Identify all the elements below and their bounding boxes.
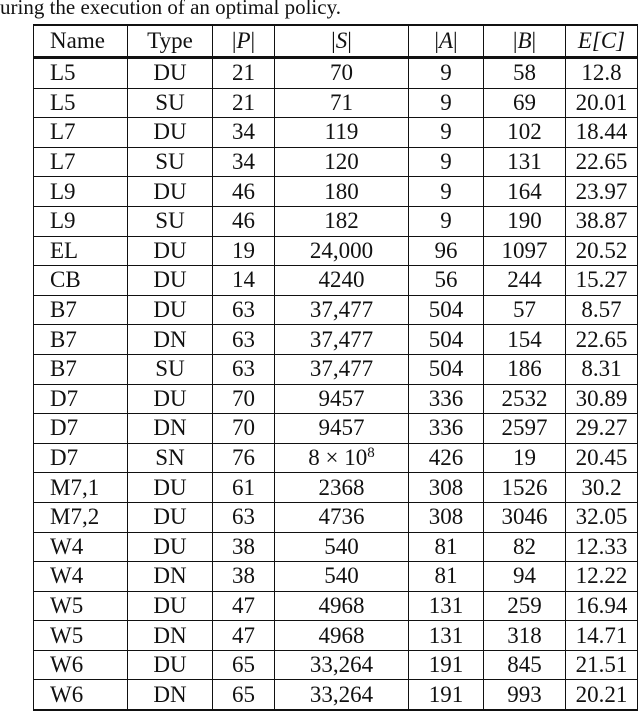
cell-c: 20.21 [566, 680, 638, 710]
cell-type: DU [128, 118, 213, 148]
cell-c: 21.51 [566, 650, 638, 680]
cell-p: 21 [213, 88, 275, 118]
cell-type: DU [128, 295, 213, 325]
cell-type: DU [128, 266, 213, 296]
cell-a: 131 [409, 621, 484, 651]
cell-s: 540 [275, 532, 409, 562]
cell-name: L7 [34, 147, 128, 177]
cell-name: B7 [34, 295, 128, 325]
table-row [34, 147, 638, 177]
cell-c: 12.33 [566, 532, 638, 562]
cell-b: 2597 [484, 414, 566, 444]
cell-s: 4240 [275, 266, 409, 296]
cell-c: 8.31 [566, 354, 638, 384]
header-s-label: S [335, 28, 348, 53]
cell-p: 46 [213, 206, 275, 236]
cell-s-exponent: 8 [367, 445, 375, 462]
cell-b: 190 [484, 206, 566, 236]
cell-name: L9 [34, 206, 128, 236]
cell-s: 180 [275, 177, 409, 207]
cell-c: 29.27 [566, 414, 638, 444]
cell-b: 259 [484, 591, 566, 621]
cell-name: L5 [34, 88, 128, 118]
cell-p: 21 [213, 58, 275, 89]
cell-c: 12.22 [566, 562, 638, 592]
cell-type: SU [128, 88, 213, 118]
cell-a: 96 [409, 236, 484, 266]
cell-p: 61 [213, 473, 275, 503]
cell-a: 504 [409, 354, 484, 384]
cell-b: 1097 [484, 236, 566, 266]
cell-a: 9 [409, 118, 484, 148]
cell-c: 30.2 [566, 473, 638, 503]
cell-p: 47 [213, 621, 275, 651]
cell-a: 9 [409, 177, 484, 207]
cell-b: 186 [484, 354, 566, 384]
cell-name: D7 [34, 443, 128, 473]
table-row [34, 591, 638, 621]
cell-a: 504 [409, 295, 484, 325]
cell-p: 63 [213, 354, 275, 384]
cell-p: 63 [213, 295, 275, 325]
cell-s: 4736 [275, 502, 409, 532]
table-row [34, 58, 638, 89]
cell-s: 4968 [275, 591, 409, 621]
header-row [34, 25, 638, 58]
cell-a: 81 [409, 562, 484, 592]
cell-type: DN [128, 680, 213, 710]
cell-p: 46 [213, 177, 275, 207]
cell-a: 9 [409, 206, 484, 236]
cell-type: DU [128, 502, 213, 532]
table-row [34, 354, 638, 384]
cell-s: 4968 [275, 621, 409, 651]
cell-a: 9 [409, 88, 484, 118]
cell-a: 191 [409, 650, 484, 680]
cell-type: SN [128, 443, 213, 473]
cell-name: M7,1 [34, 473, 128, 503]
cell-p: 34 [213, 118, 275, 148]
cell-s: 2368 [275, 473, 409, 503]
table-row [34, 562, 638, 592]
cell-b: 94 [484, 562, 566, 592]
cell-name: B7 [34, 325, 128, 355]
cell-b: 69 [484, 88, 566, 118]
cell-name: L9 [34, 177, 128, 207]
cell-s: 37,477 [275, 325, 409, 355]
cell-s: 71 [275, 88, 409, 118]
cell-c: 20.45 [566, 443, 638, 473]
cell-c: 20.01 [566, 88, 638, 118]
cell-type: DN [128, 621, 213, 651]
table-caption: uring the execution of an optimal policy. [0, 0, 341, 19]
cell-b: 318 [484, 621, 566, 651]
table-row [34, 384, 638, 414]
cell-type: DU [128, 384, 213, 414]
cell-p: 63 [213, 325, 275, 355]
header-type: Type [128, 25, 213, 58]
cell-a: 336 [409, 384, 484, 414]
cell-s: 9457 [275, 414, 409, 444]
cell-p: 19 [213, 236, 275, 266]
table-row [34, 502, 638, 532]
cell-name: L5 [34, 58, 128, 89]
cell-p: 70 [213, 414, 275, 444]
header-a-label: A [438, 28, 454, 53]
cell-b: 154 [484, 325, 566, 355]
cell-p: 14 [213, 266, 275, 296]
table-row [34, 295, 638, 325]
cell-b: 244 [484, 266, 566, 296]
cell-p: 63 [213, 502, 275, 532]
cell-a: 9 [409, 147, 484, 177]
cell-type: SU [128, 147, 213, 177]
cell-s: 9457 [275, 384, 409, 414]
cell-type: DU [128, 650, 213, 680]
cell-name: CB [34, 266, 128, 296]
cell-name: W5 [34, 621, 128, 651]
cell-name: L7 [34, 118, 128, 148]
cell-type: DU [128, 177, 213, 207]
cell-name: W6 [34, 680, 128, 710]
cell-b: 82 [484, 532, 566, 562]
table-row [34, 88, 638, 118]
cell-name: W6 [34, 650, 128, 680]
cell-s: 24,000 [275, 236, 409, 266]
cell-b: 845 [484, 650, 566, 680]
table-row [34, 680, 638, 710]
cell-c: 12.8 [566, 58, 638, 89]
cell-s: 37,477 [275, 354, 409, 384]
cell-p: 70 [213, 384, 275, 414]
cell-b: 2532 [484, 384, 566, 414]
header-b: |B| [484, 25, 566, 58]
table-row [34, 443, 638, 473]
cell-s: 33,264 [275, 650, 409, 680]
cell-a: 81 [409, 532, 484, 562]
cell-b: 993 [484, 680, 566, 710]
header-p-label: P [236, 28, 251, 53]
table-row [34, 266, 638, 296]
table-body [34, 58, 638, 711]
table-row [34, 206, 638, 236]
table-row [34, 325, 638, 355]
cell-p: 65 [213, 680, 275, 710]
cell-p: 34 [213, 147, 275, 177]
cell-c: 18.44 [566, 118, 638, 148]
cell-name: D7 [34, 384, 128, 414]
header-name: Name [34, 25, 128, 58]
table-row [34, 236, 638, 266]
cell-p: 76 [213, 443, 275, 473]
cell-type: DU [128, 58, 213, 89]
header-c [566, 25, 638, 58]
cell-b: 3046 [484, 502, 566, 532]
header-b-label: B [517, 28, 532, 53]
table-row [34, 650, 638, 680]
table-row [34, 414, 638, 444]
cell-c: 15.27 [566, 266, 638, 296]
cell-b: 131 [484, 147, 566, 177]
table-row [34, 532, 638, 562]
cell-c: 14.71 [566, 621, 638, 651]
cell-name: EL [34, 236, 128, 266]
cell-name: W5 [34, 591, 128, 621]
cell-type: DU [128, 473, 213, 503]
cell-s: 70 [275, 58, 409, 89]
cell-a: 56 [409, 266, 484, 296]
cell-b: 57 [484, 295, 566, 325]
cell-b: 1526 [484, 473, 566, 503]
cell-name: M7,2 [34, 502, 128, 532]
results-table-container [33, 24, 637, 711]
cell-type: DN [128, 325, 213, 355]
cell-c: 30.89 [566, 384, 638, 414]
cell-type: DN [128, 414, 213, 444]
cell-b: 19 [484, 443, 566, 473]
cell-c: 38.87 [566, 206, 638, 236]
cell-b: 102 [484, 118, 566, 148]
table-row [34, 118, 638, 148]
cell-c: 22.65 [566, 147, 638, 177]
cell-c: 32.05 [566, 502, 638, 532]
cell-type: DU [128, 532, 213, 562]
cell-a: 308 [409, 502, 484, 532]
cell-c: 8.57 [566, 295, 638, 325]
cell-c: 22.65 [566, 325, 638, 355]
cell-type: DU [128, 591, 213, 621]
cell-s [275, 443, 409, 473]
cell-s: 37,477 [275, 295, 409, 325]
cell-p: 65 [213, 650, 275, 680]
header-a: |A| [409, 25, 484, 58]
table-row [34, 621, 638, 651]
cell-name: D7 [34, 414, 128, 444]
cell-type: SU [128, 354, 213, 384]
cell-a: 308 [409, 473, 484, 503]
results-table [33, 24, 638, 711]
cell-s: 120 [275, 147, 409, 177]
cell-p: 38 [213, 532, 275, 562]
header-c-label: E[C] [577, 28, 626, 53]
cell-type: DN [128, 562, 213, 592]
cell-s: 540 [275, 562, 409, 592]
cell-c: 20.52 [566, 236, 638, 266]
cell-a: 504 [409, 325, 484, 355]
cell-b: 164 [484, 177, 566, 207]
cell-b: 58 [484, 58, 566, 89]
header-s: |S| [275, 25, 409, 58]
cell-s-base: 8 × 10 [308, 445, 368, 471]
cell-s: 33,264 [275, 680, 409, 710]
cell-name: W4 [34, 562, 128, 592]
cell-a: 191 [409, 680, 484, 710]
cell-c: 23.97 [566, 177, 638, 207]
cell-name: W4 [34, 532, 128, 562]
cell-type: SU [128, 206, 213, 236]
cell-p: 38 [213, 562, 275, 592]
cell-type: DU [128, 236, 213, 266]
cell-s: 182 [275, 206, 409, 236]
cell-a: 9 [409, 58, 484, 89]
cell-c: 16.94 [566, 591, 638, 621]
cell-name: B7 [34, 354, 128, 384]
cell-p: 47 [213, 591, 275, 621]
cell-a: 426 [409, 443, 484, 473]
cell-a: 336 [409, 414, 484, 444]
table-row [34, 473, 638, 503]
header-p: |P| [213, 25, 275, 58]
cell-a: 131 [409, 591, 484, 621]
cell-s: 119 [275, 118, 409, 148]
table-row [34, 177, 638, 207]
